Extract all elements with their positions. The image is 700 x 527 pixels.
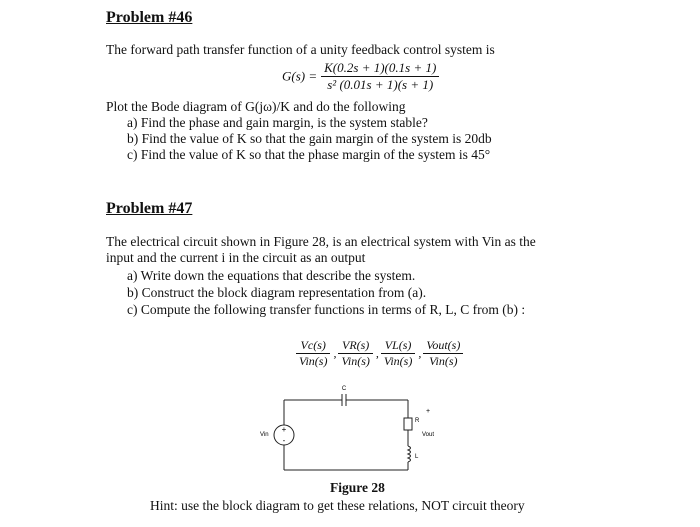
problem-46-task: Plot the Bode diagram of G(jω)/K and do the following: [106, 99, 406, 114]
tf-vc-numerator: Vc(s): [300, 338, 326, 352]
problem-46-item-a: a) Find the phase and gain margin, is the system stable?: [127, 115, 428, 130]
capacitor-label: C: [341, 386, 347, 392]
tf-vl-denominator: Vin(s): [381, 353, 415, 369]
tf-vc-denominator: Vin(s): [296, 353, 330, 369]
problem-47-item-b: b) Construct the block diagram representation from (a).: [127, 285, 427, 300]
source-minus: -: [282, 436, 286, 445]
tf-vr-numerator: VR(s): [341, 338, 370, 352]
problem-46-item-b: b) Find the value of K so that the gain margin of the system is 20db: [127, 131, 492, 146]
figure-caption: Figure 28: [330, 480, 385, 495]
transfer-function-equation: [282, 60, 439, 93]
problem-47-intro-line-1: The electrical circuit shown in Figure 28, is an electrical system with Vin as the: [106, 234, 536, 249]
inductor-label: L: [415, 454, 419, 460]
problem-47-item-a: a) Write down the equations that describe the system.: [127, 268, 416, 283]
equation-lhs: G(s) =: [282, 68, 318, 84]
problem-46-heading: Problem #46: [106, 9, 193, 26]
transfer-functions-list: $\frac{Vc(s)}{\text{Vin(s)}}$ , $\frac{VR(s)}{\text{Vin(s)}}$ , $\frac{VL(s)}{\text{Vin(s)}}$ , $\frac{\text{Vout(s)}}{\text{Vin(s)}}$: [296, 338, 464, 369]
hint-text: Hint: use the block diagram to get these relations, NOT circuit theory: [150, 498, 525, 513]
output-plus: +: [426, 408, 431, 415]
resistor: [404, 418, 412, 430]
tf-vout-numerator: Vout(s): [426, 338, 461, 352]
source-plus: +: [281, 425, 287, 434]
equation-denominator: s² (0.01s + 1)(s + 1): [321, 76, 439, 93]
tf-vout-denominator: Vin(s): [423, 353, 463, 369]
problem-46-item-c: c) Find the value of K so that the phase margin of the system is 45°: [127, 147, 491, 162]
equation-numerator: K(0.2s + 1)(0.1s + 1): [324, 60, 437, 75]
problem-46-intro: The forward path transfer function of a unity feedback control system is: [106, 42, 495, 57]
output-label: Vout: [422, 432, 435, 438]
problem-47-intro-line-2: input and the current i in the circuit as an output: [106, 250, 366, 265]
rlc-circuit-diagram: [250, 378, 450, 478]
tf-vl-numerator: VL(s): [384, 338, 412, 352]
problem-47-heading: Problem #47: [106, 200, 193, 217]
resistor-label: R: [415, 418, 420, 424]
source-label: Vin: [260, 432, 269, 438]
problem-47-item-c: c) Compute the following transfer functions in terms of R, L, C from (b) :: [127, 302, 526, 317]
tf-vr-denominator: Vin(s): [338, 353, 372, 369]
inductor: [408, 446, 411, 462]
